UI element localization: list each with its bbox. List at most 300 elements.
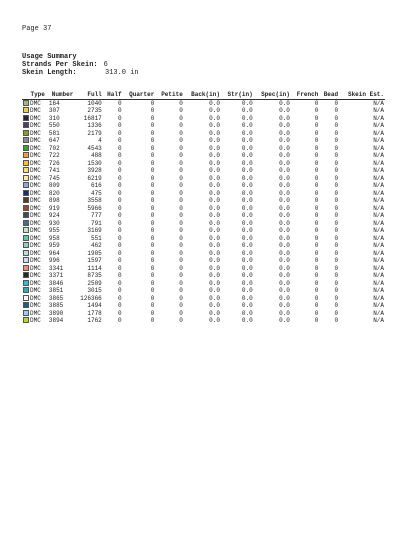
number-cell: 898 xyxy=(48,197,60,204)
quarter-cell: 0 xyxy=(150,264,155,272)
column-header: Spec(in) xyxy=(254,91,291,99)
petite-cell: 0 xyxy=(179,122,183,129)
petite-cell: 0 xyxy=(179,219,183,227)
french-cell: 0 xyxy=(314,182,319,189)
bead-cell: 0 xyxy=(334,182,339,189)
quarter-cell: 0 xyxy=(150,159,155,167)
skein-cell: N/A xyxy=(373,257,384,264)
half-cell: 0 xyxy=(117,264,122,272)
bead-cell: 0 xyxy=(334,242,339,249)
skein-cell: N/A xyxy=(373,279,384,287)
summary-title: Usage Summary xyxy=(22,53,77,61)
str-cell: 0.0 xyxy=(241,204,253,212)
number-cell: 647 xyxy=(48,137,60,144)
number-cell: 3890 xyxy=(48,309,64,317)
french-cell: 0 xyxy=(314,257,319,264)
bead-cell: 0 xyxy=(334,129,339,137)
str-cell: 0.0 xyxy=(241,114,253,122)
type-label: DMC xyxy=(30,167,41,174)
back-cell: 0.0 xyxy=(209,107,220,114)
type-label: DMC xyxy=(30,204,41,212)
color-swatch xyxy=(23,242,29,248)
half-cell: 0 xyxy=(117,137,122,144)
number-cell: 722 xyxy=(48,152,60,159)
column-header: French xyxy=(291,91,319,99)
back-cell: 0.0 xyxy=(209,212,220,219)
table-row xyxy=(22,152,385,160)
full-cell: 616 xyxy=(90,182,102,189)
spec-cell: 0.0 xyxy=(279,122,290,129)
type-cell xyxy=(22,235,46,243)
petite-cell: 0 xyxy=(179,99,183,107)
type-label: DMC xyxy=(30,129,41,137)
spec-cell: 0.0 xyxy=(279,234,290,242)
quarter-cell: 0 xyxy=(150,249,155,257)
color-swatch xyxy=(23,190,29,196)
half-cell: 0 xyxy=(117,302,122,309)
type-cell xyxy=(22,167,46,175)
bead-cell: 0 xyxy=(334,152,339,159)
table-row xyxy=(22,235,385,243)
type-label: DMC xyxy=(30,122,41,129)
full-cell: 1114 xyxy=(87,264,102,272)
bead-cell: 0 xyxy=(334,197,339,204)
table-row xyxy=(22,272,385,280)
color-swatch xyxy=(23,100,29,106)
color-swatch xyxy=(23,287,29,293)
spec-cell: 0.0 xyxy=(279,264,290,272)
usage-summary xyxy=(22,53,139,77)
half-cell: 0 xyxy=(117,279,122,287)
french-cell: 0 xyxy=(314,309,319,317)
full-cell: 2735 xyxy=(87,107,102,114)
full-cell: 3015 xyxy=(87,287,102,294)
type-cell xyxy=(22,280,46,288)
skein-cell: N/A xyxy=(373,122,384,129)
number-cell: 745 xyxy=(48,174,60,182)
number-cell: 3371 xyxy=(48,272,64,279)
table-row xyxy=(22,175,385,183)
petite-cell: 0 xyxy=(179,257,183,264)
type-label: DMC xyxy=(30,107,41,114)
petite-cell: 0 xyxy=(179,159,183,167)
str-cell: 0.0 xyxy=(241,242,253,249)
str-cell: 0.0 xyxy=(241,129,253,137)
spec-cell: 0.0 xyxy=(279,137,290,144)
spec-cell: 0.0 xyxy=(279,242,290,249)
petite-cell: 0 xyxy=(179,167,183,174)
color-swatch xyxy=(23,107,29,113)
quarter-cell: 0 xyxy=(150,279,155,287)
back-cell: 0.0 xyxy=(209,317,220,324)
type-cell xyxy=(22,137,46,145)
full-cell: 1597 xyxy=(87,257,102,264)
bead-cell: 0 xyxy=(334,144,339,152)
column-header: Half xyxy=(103,91,123,99)
half-cell: 0 xyxy=(117,152,122,159)
color-swatch xyxy=(23,272,29,278)
half-cell: 0 xyxy=(117,234,122,242)
petite-cell: 0 xyxy=(179,129,183,137)
skein-cell: N/A xyxy=(373,242,384,249)
str-cell: 0.0 xyxy=(241,227,253,234)
back-cell: 0.0 xyxy=(209,249,220,257)
type-cell xyxy=(22,152,46,160)
color-swatch xyxy=(23,137,29,143)
petite-cell: 0 xyxy=(179,264,183,272)
color-swatch xyxy=(23,145,29,151)
str-cell: 0.0 xyxy=(241,294,253,302)
skein-cell: N/A xyxy=(373,212,384,219)
color-swatch xyxy=(23,197,29,203)
number-cell: 996 xyxy=(48,257,60,264)
type-label: DMC xyxy=(30,189,41,197)
back-cell: 0.0 xyxy=(209,159,220,167)
half-cell: 0 xyxy=(117,272,122,279)
type-label: DMC xyxy=(30,287,41,294)
type-cell xyxy=(22,99,46,107)
full-cell: 1778 xyxy=(87,309,102,317)
half-cell: 0 xyxy=(117,114,122,122)
skein-cell: N/A xyxy=(373,227,384,234)
spec-cell: 0.0 xyxy=(279,182,290,189)
quarter-cell: 0 xyxy=(150,174,155,182)
spec-cell: 0.0 xyxy=(279,144,290,152)
type-label: DMC xyxy=(30,114,41,122)
str-cell: 0.0 xyxy=(241,189,253,197)
number-cell: 3341 xyxy=(48,264,64,272)
color-swatch xyxy=(23,317,29,323)
color-swatch xyxy=(23,295,29,301)
bead-cell: 0 xyxy=(334,99,339,107)
type-label: DMC xyxy=(30,182,41,189)
back-cell: 0.0 xyxy=(209,219,220,227)
full-cell: 1494 xyxy=(87,302,102,309)
skein-cell: N/A xyxy=(373,174,384,182)
french-cell: 0 xyxy=(314,219,319,227)
half-cell: 0 xyxy=(117,317,122,324)
type-cell xyxy=(22,310,46,318)
type-label: DMC xyxy=(30,309,41,317)
table-row xyxy=(22,310,385,318)
petite-cell: 0 xyxy=(179,242,183,249)
bead-cell: 0 xyxy=(334,189,339,197)
type-cell xyxy=(22,212,46,220)
skein-cell: N/A xyxy=(373,264,384,272)
table-row xyxy=(22,265,385,273)
type-label: DMC xyxy=(30,249,41,257)
color-swatch xyxy=(23,205,29,211)
type-cell xyxy=(22,190,46,198)
full-cell: 488 xyxy=(90,152,102,159)
full-cell: 462 xyxy=(90,242,102,249)
bead-cell: 0 xyxy=(334,257,339,264)
full-cell: 551 xyxy=(90,234,102,242)
skein-cell: N/A xyxy=(373,287,384,294)
back-cell: 0.0 xyxy=(209,279,220,287)
bead-cell: 0 xyxy=(334,219,339,227)
spec-cell: 0.0 xyxy=(279,129,290,137)
column-header: Type xyxy=(22,91,46,99)
skein-cell: N/A xyxy=(373,197,384,204)
french-cell: 0 xyxy=(314,159,319,167)
quarter-cell: 0 xyxy=(150,294,155,302)
color-swatch xyxy=(23,175,29,181)
str-cell: 0.0 xyxy=(241,279,253,287)
back-cell: 0.0 xyxy=(209,227,220,234)
full-cell: 3558 xyxy=(87,197,102,204)
skein-cell: N/A xyxy=(373,249,384,257)
back-cell: 0.0 xyxy=(209,264,220,272)
petite-cell: 0 xyxy=(179,279,183,287)
str-cell: 0.0 xyxy=(241,249,253,257)
bead-cell: 0 xyxy=(334,159,339,167)
half-cell: 0 xyxy=(117,287,122,294)
spec-cell: 0.0 xyxy=(279,302,290,309)
half-cell: 0 xyxy=(117,182,122,189)
number-cell: 958 xyxy=(48,234,60,242)
french-cell: 0 xyxy=(314,227,319,234)
number-cell: 164 xyxy=(48,99,60,107)
type-cell xyxy=(22,197,46,205)
type-label: DMC xyxy=(30,227,41,234)
quarter-cell: 0 xyxy=(150,107,155,114)
half-cell: 0 xyxy=(117,129,122,137)
french-cell: 0 xyxy=(314,242,319,249)
spec-cell: 0.0 xyxy=(279,279,290,287)
french-cell: 0 xyxy=(314,197,319,204)
str-cell: 0.0 xyxy=(241,264,253,272)
petite-cell: 0 xyxy=(179,249,183,257)
skein-cell: N/A xyxy=(373,129,384,137)
str-cell: 0.0 xyxy=(241,272,253,279)
type-cell xyxy=(22,317,46,325)
back-cell: 0.0 xyxy=(209,294,220,302)
bead-cell: 0 xyxy=(334,167,339,174)
french-cell: 0 xyxy=(314,129,319,137)
type-cell xyxy=(22,205,46,213)
number-cell: 307 xyxy=(48,107,60,114)
back-cell: 0.0 xyxy=(209,122,220,129)
str-cell: 0.0 xyxy=(241,152,253,159)
type-label: DMC xyxy=(30,257,41,264)
table-row xyxy=(22,212,385,220)
number-cell: 3885 xyxy=(48,302,64,309)
spec-cell: 0.0 xyxy=(279,249,290,257)
quarter-cell: 0 xyxy=(150,234,155,242)
table-row xyxy=(22,242,385,250)
half-cell: 0 xyxy=(117,174,122,182)
table-row xyxy=(22,145,385,153)
number-cell: 741 xyxy=(48,167,60,174)
type-label: DMC xyxy=(30,174,41,182)
table-row xyxy=(22,250,385,258)
quarter-cell: 0 xyxy=(150,212,155,219)
skein-cell: N/A xyxy=(373,159,384,167)
table-row xyxy=(22,182,385,190)
petite-cell: 0 xyxy=(179,272,183,279)
table-row xyxy=(22,115,385,123)
quarter-cell: 0 xyxy=(150,257,155,264)
str-cell: 0.0 xyxy=(241,159,253,167)
str-cell: 0.0 xyxy=(241,122,253,129)
number-cell: 930 xyxy=(48,219,60,227)
header-row xyxy=(22,91,385,99)
petite-cell: 0 xyxy=(179,189,183,197)
str-cell: 0.0 xyxy=(241,197,253,204)
french-cell: 0 xyxy=(314,107,319,114)
petite-cell: 0 xyxy=(179,212,183,219)
number-cell: 310 xyxy=(48,114,60,122)
type-cell xyxy=(22,250,46,258)
french-cell: 0 xyxy=(314,204,319,212)
type-cell xyxy=(22,295,46,303)
bead-cell: 0 xyxy=(334,212,339,219)
full-cell: 2179 xyxy=(87,129,102,137)
color-swatch xyxy=(23,302,29,308)
quarter-cell: 0 xyxy=(150,302,155,309)
spec-cell: 0.0 xyxy=(279,152,290,159)
bead-cell: 0 xyxy=(334,317,339,324)
skein-cell: N/A xyxy=(373,107,384,114)
column-header: Number xyxy=(46,91,74,99)
str-cell: 0.0 xyxy=(241,302,253,309)
spec-cell: 0.0 xyxy=(279,294,290,302)
french-cell: 0 xyxy=(314,234,319,242)
back-cell: 0.0 xyxy=(209,129,220,137)
spec-cell: 0.0 xyxy=(279,212,290,219)
bead-cell: 0 xyxy=(334,204,339,212)
spec-cell: 0.0 xyxy=(279,197,290,204)
number-cell: 581 xyxy=(48,129,60,137)
french-cell: 0 xyxy=(314,212,319,219)
french-cell: 0 xyxy=(314,287,319,294)
color-swatch xyxy=(23,220,29,226)
table-row xyxy=(22,220,385,228)
full-cell: 1905 xyxy=(87,249,102,257)
back-cell: 0.0 xyxy=(209,197,220,204)
petite-cell: 0 xyxy=(179,309,183,317)
table-row xyxy=(22,167,385,175)
color-swatch xyxy=(23,212,29,218)
table-row xyxy=(22,227,385,235)
half-cell: 0 xyxy=(117,242,122,249)
str-cell: 0.0 xyxy=(241,212,253,219)
table-row xyxy=(22,280,385,288)
color-swatch xyxy=(23,182,29,188)
skein-cell: N/A xyxy=(373,234,384,242)
type-cell xyxy=(22,272,46,280)
table-row xyxy=(22,295,385,303)
color-swatch xyxy=(23,257,29,263)
full-cell: 5966 xyxy=(87,204,102,212)
table-row xyxy=(22,317,385,325)
page-number: Page 37 xyxy=(22,25,52,33)
skein-cell: N/A xyxy=(373,114,384,122)
color-swatch xyxy=(23,265,29,271)
bead-cell: 0 xyxy=(334,309,339,317)
type-label: DMC xyxy=(30,137,41,144)
full-cell: 1336 xyxy=(87,122,102,129)
color-swatch xyxy=(23,310,29,316)
number-cell: 820 xyxy=(48,189,60,197)
number-cell: 924 xyxy=(48,212,60,219)
full-cell: 2509 xyxy=(87,279,102,287)
str-cell: 0.0 xyxy=(241,174,253,182)
back-cell: 0.0 xyxy=(209,114,220,122)
half-cell: 0 xyxy=(117,99,122,107)
quarter-cell: 0 xyxy=(150,272,155,279)
back-cell: 0.0 xyxy=(209,167,220,174)
petite-cell: 0 xyxy=(179,152,183,159)
back-cell: 0.0 xyxy=(209,242,220,249)
type-label: DMC xyxy=(30,159,41,167)
petite-cell: 0 xyxy=(179,174,183,182)
french-cell: 0 xyxy=(314,122,319,129)
back-cell: 0.0 xyxy=(209,234,220,242)
column-header: Back(in) xyxy=(184,91,221,99)
spec-cell: 0.0 xyxy=(279,174,290,182)
half-cell: 0 xyxy=(117,159,122,167)
petite-cell: 0 xyxy=(179,234,183,242)
full-cell: 8735 xyxy=(87,272,102,279)
bead-cell: 0 xyxy=(334,114,339,122)
type-cell xyxy=(22,122,46,130)
petite-cell: 0 xyxy=(179,137,183,144)
number-cell: 3894 xyxy=(48,317,64,324)
type-cell xyxy=(22,145,46,153)
petite-cell: 0 xyxy=(179,182,183,189)
str-cell: 0.0 xyxy=(241,317,253,324)
quarter-cell: 0 xyxy=(150,219,155,227)
quarter-cell: 0 xyxy=(150,137,155,144)
type-cell xyxy=(22,242,46,250)
type-label: DMC xyxy=(30,294,41,302)
french-cell: 0 xyxy=(314,152,319,159)
back-cell: 0.0 xyxy=(209,257,220,264)
str-cell: 0.0 xyxy=(241,99,253,107)
type-label: DMC xyxy=(30,197,41,204)
full-cell: 126366 xyxy=(80,294,102,302)
str-cell: 0.0 xyxy=(241,309,253,317)
half-cell: 0 xyxy=(117,249,122,257)
number-cell: 3851 xyxy=(48,287,64,294)
type-cell xyxy=(22,182,46,190)
type-label: DMC xyxy=(30,152,41,159)
half-cell: 0 xyxy=(117,309,122,317)
number-cell: 959 xyxy=(48,242,60,249)
spec-cell: 0.0 xyxy=(279,309,290,317)
type-label: DMC xyxy=(30,317,41,324)
back-cell: 0.0 xyxy=(209,272,220,279)
str-cell: 0.0 xyxy=(241,219,253,227)
number-cell: 550 xyxy=(48,122,60,129)
bead-cell: 0 xyxy=(334,107,339,114)
column-header: Bead xyxy=(319,91,339,99)
type-label: DMC xyxy=(30,272,41,279)
quarter-cell: 0 xyxy=(150,114,155,122)
table-row xyxy=(22,197,385,205)
type-cell xyxy=(22,130,46,138)
bead-cell: 0 xyxy=(334,264,339,272)
half-cell: 0 xyxy=(117,189,122,197)
spec-cell: 0.0 xyxy=(279,114,290,122)
french-cell: 0 xyxy=(314,272,319,279)
bead-cell: 0 xyxy=(334,302,339,309)
type-label: DMC xyxy=(30,144,41,152)
french-cell: 0 xyxy=(314,249,319,257)
back-cell: 0.0 xyxy=(209,152,220,159)
